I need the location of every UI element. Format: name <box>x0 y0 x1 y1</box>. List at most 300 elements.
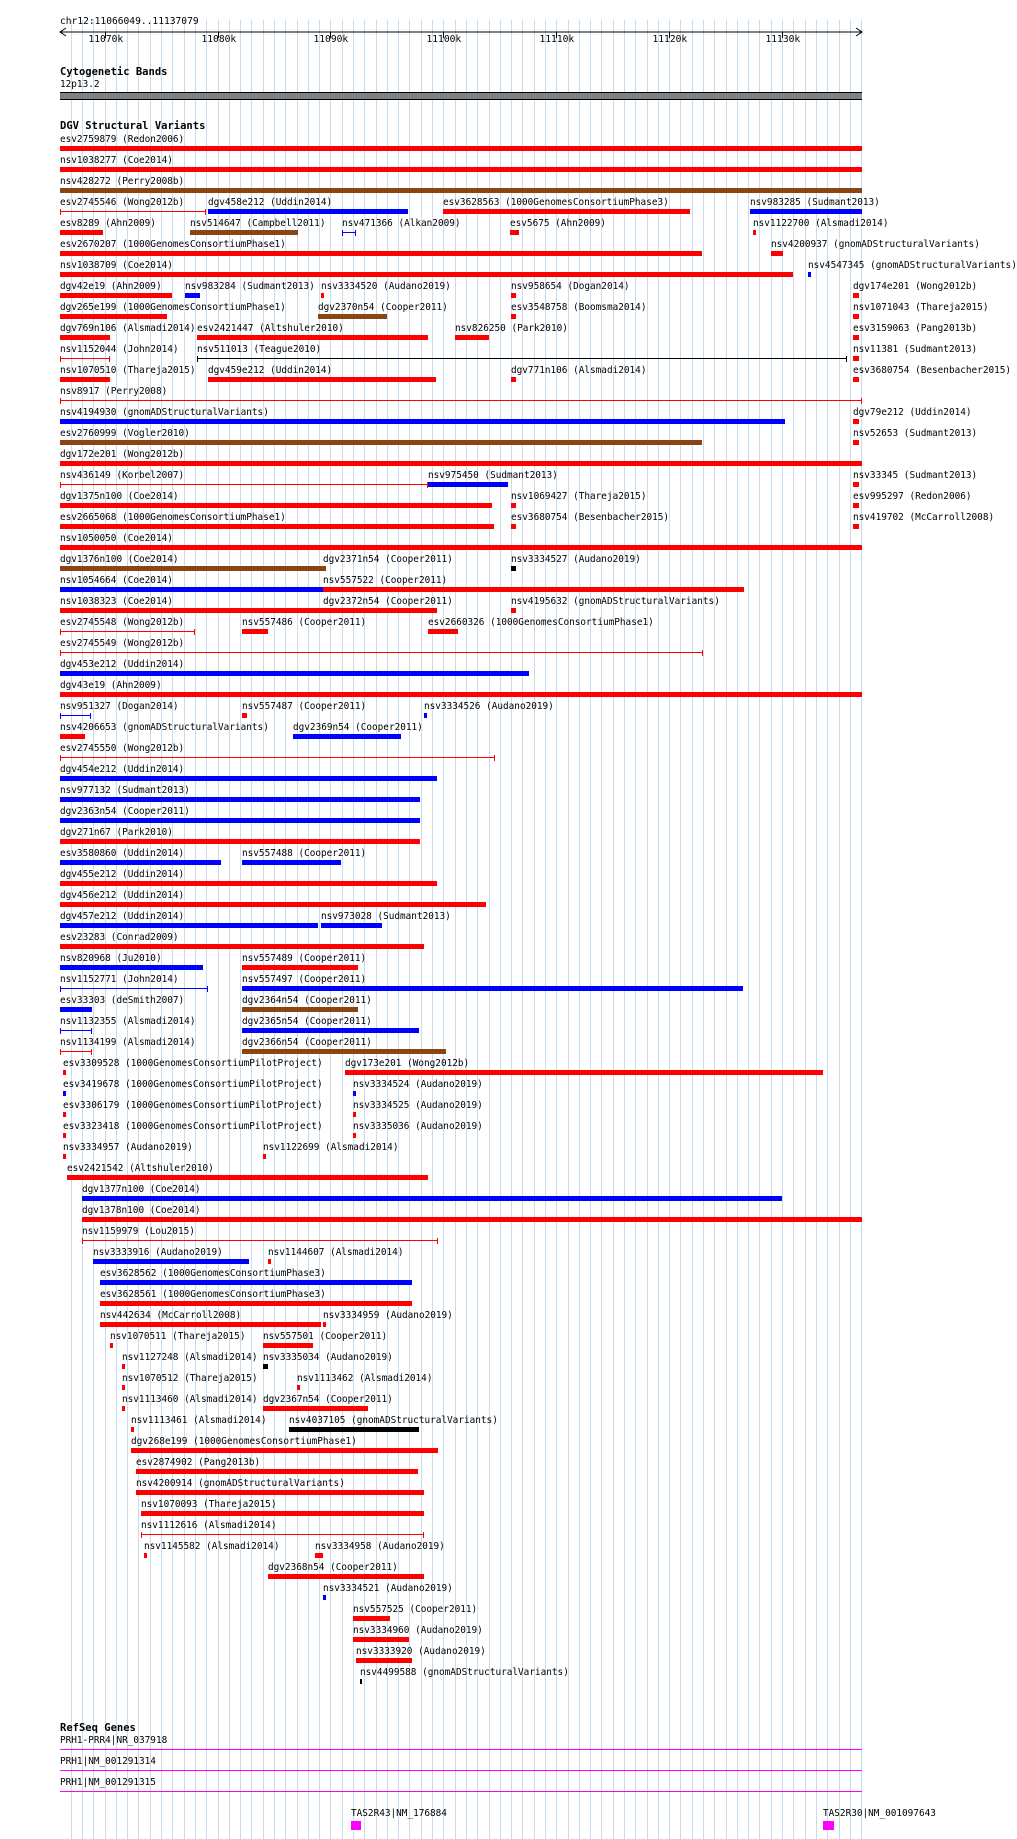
variant-bar[interactable] <box>511 314 516 319</box>
variant-line <box>61 715 90 716</box>
variant-label: dgv271n67 (Park2010) <box>60 827 173 838</box>
variant-bar[interactable] <box>60 629 195 635</box>
variant-bar[interactable] <box>141 1532 424 1538</box>
variant-bar[interactable] <box>323 1595 326 1600</box>
variant-bar[interactable] <box>60 881 437 886</box>
variant-label: nsv1145582 (Alsmadi2014) <box>144 1541 280 1552</box>
variant-bar[interactable] <box>60 713 91 719</box>
variant-bar[interactable] <box>263 1343 313 1348</box>
variant-label: esv2665068 (1000GenomesConsortiumPhase1) <box>60 512 286 523</box>
variant-label: nsv1070093 (Thareja2015) <box>141 1499 277 1510</box>
variant-label: dgv42e19 (Ahn2009) <box>60 281 162 292</box>
transcript-line[interactable] <box>60 1770 862 1771</box>
variant-bar[interactable] <box>110 1343 113 1348</box>
variant-bar[interactable] <box>60 734 85 739</box>
gene-box[interactable] <box>351 1821 361 1830</box>
variant-label: dgv769n106 (Alsmadi2014) <box>60 323 196 334</box>
variant-label: dgv2370n54 (Cooper2011) <box>318 302 448 313</box>
variant-label: nsv826250 (Park2010) <box>455 323 568 334</box>
variant-label: esv2745548 (Wong2012b) <box>60 617 185 628</box>
variant-label: nsv557501 (Cooper2011) <box>263 1331 388 1342</box>
variant-label: dgv454e212 (Uddin2014) <box>60 764 185 775</box>
variant-bar[interactable] <box>82 1238 438 1244</box>
variant-label: dgv172e201 (Wong2012b) <box>60 449 185 460</box>
variant-label: dgv2372n54 (Cooper2011) <box>323 596 453 607</box>
variant-bar[interactable] <box>353 1091 356 1096</box>
variant-label: nsv33345 (Sudmant2013) <box>853 470 978 481</box>
variant-line <box>61 757 494 758</box>
variant-label: esv3306179 (1000GenomesConsortiumPilotProject) <box>63 1100 323 1111</box>
variant-line <box>83 1240 437 1241</box>
variant-line <box>142 1534 423 1535</box>
variant-bar[interactable] <box>242 986 743 991</box>
transcript-label: PRH1|NM_001291314 <box>60 1756 156 1767</box>
variant-bar[interactable] <box>318 314 387 319</box>
ruler-tick-label: 11110k <box>539 34 575 45</box>
variant-bar[interactable] <box>315 1553 323 1558</box>
variant-bar[interactable] <box>60 377 110 382</box>
variant-label: nsv511013 (Teague2010) <box>197 344 322 355</box>
variant-label: nsv1113460 (Alsmadi2014) <box>122 1394 258 1405</box>
variant-line <box>61 484 427 485</box>
variant-bar[interactable] <box>360 1679 362 1684</box>
variant-label: nsv4200937 (gnomADStructuralVariants) <box>771 239 980 250</box>
variant-label: dgv1376n100 (Coe2014) <box>60 554 179 565</box>
variant-label: esv3628563 (1000GenomesConsortiumPhase3) <box>443 197 669 208</box>
variant-label: nsv1152044 (John2014) <box>60 344 179 355</box>
variant-bar[interactable] <box>242 629 268 634</box>
variant-label: nsv3334524 (Audano2019) <box>353 1079 483 1090</box>
variant-bar[interactable] <box>60 839 420 844</box>
variant-label: nsv1038277 (Coe2014) <box>60 155 173 166</box>
variant-bar[interactable] <box>60 356 110 362</box>
ruler-tick-label: 11070k <box>88 34 124 45</box>
variant-label: nsv820968 (Ju2010) <box>60 953 162 964</box>
transcript-label: PRH1-PRR4|NR_037918 <box>60 1735 168 1746</box>
variant-label: nsv1122699 (Alsmadi2014) <box>263 1142 399 1153</box>
variant-label: esv2760999 (Vogler2010) <box>60 428 190 439</box>
variant-label: nsv1071043 (Thareja2015) <box>853 302 989 313</box>
variant-label: nsv1069427 (Thareja2015) <box>511 491 647 502</box>
variant-bar[interactable] <box>511 377 516 382</box>
variant-bar[interactable] <box>60 440 702 445</box>
variant-bar[interactable] <box>197 335 428 340</box>
variant-label: nsv4194930 (gnomADStructuralVariants) <box>60 407 269 418</box>
variant-bar[interactable] <box>60 566 323 571</box>
variant-label: esv2759879 (Redon2006) <box>60 134 185 145</box>
variant-label: esv2745549 (Wong2012b) <box>60 638 185 649</box>
variant-bar[interactable] <box>67 1175 428 1180</box>
variant-bar[interactable] <box>144 1553 147 1558</box>
variant-label: dgv174e201 (Wong2012b) <box>853 281 978 292</box>
variant-label: esv995297 (Redon2006) <box>853 491 972 502</box>
variant-bar[interactable] <box>268 1259 271 1264</box>
variant-line <box>61 400 861 401</box>
variant-bar[interactable] <box>60 482 428 488</box>
variant-label: dgv1378n100 (Coe2014) <box>82 1205 201 1216</box>
variant-bar[interactable] <box>60 419 785 424</box>
variant-label: nsv1113461 (Alsmadi2014) <box>131 1415 267 1426</box>
variant-label: dgv2371n54 (Cooper2011) <box>323 554 453 565</box>
variant-bar[interactable] <box>511 566 516 571</box>
variant-label: nsv1127248 (Alsmadi2014) <box>122 1352 258 1363</box>
variant-label: dgv2367n54 (Cooper2011) <box>263 1394 393 1405</box>
variant-bar[interactable] <box>60 398 862 404</box>
variant-label: esv3309528 (1000GenomesConsortiumPilotProject) <box>63 1058 323 1069</box>
variant-bar[interactable] <box>443 209 690 214</box>
variant-bar[interactable] <box>242 860 341 865</box>
variant-bar[interactable] <box>197 356 847 362</box>
gene-box[interactable] <box>823 1821 834 1830</box>
variant-bar[interactable] <box>853 293 859 298</box>
variant-label: dgv453e212 (Uddin2014) <box>60 659 185 670</box>
variant-label: nsv1070510 (Thareja2015) <box>60 365 196 376</box>
variant-label: esv3628561 (1000GenomesConsortiumPhase3) <box>100 1289 326 1300</box>
variant-label: esv3323418 (1000GenomesConsortiumPilotProject) <box>63 1121 323 1132</box>
variant-label: esv3159063 (Pang2013b) <box>853 323 978 334</box>
variant-bar[interactable] <box>510 230 519 235</box>
variant-bar[interactable] <box>63 1070 66 1075</box>
variant-label: nsv3334526 (Audano2019) <box>424 701 554 712</box>
variant-bar[interactable] <box>808 272 811 277</box>
variant-bar[interactable] <box>136 1469 418 1474</box>
variant-label: nsv1050050 (Coe2014) <box>60 533 173 544</box>
variant-label: nsv1054664 (Coe2014) <box>60 575 173 586</box>
variant-bar[interactable] <box>60 293 172 298</box>
variant-label: nsv8917 (Perry2008) <box>60 386 168 397</box>
variant-bar[interactable] <box>353 1133 356 1138</box>
variant-bar[interactable] <box>263 1406 368 1411</box>
variant-label: nsv3333920 (Audano2019) <box>356 1646 486 1657</box>
variant-label: esv33303 (deSmith2007) <box>60 995 185 1006</box>
variant-label: dgv456e212 (Uddin2014) <box>60 890 185 901</box>
variant-label: dgv43e19 (Ahn2009) <box>60 680 162 691</box>
variant-label: nsv557522 (Cooper2011) <box>323 575 448 586</box>
variant-label: nsv4499588 (gnomADStructuralVariants) <box>360 1667 569 1678</box>
variant-bar[interactable] <box>122 1385 125 1390</box>
variant-label: nsv1113462 (Alsmadi2014) <box>297 1373 433 1384</box>
variant-label: nsv514647 (Campbell2011) <box>190 218 326 229</box>
variant-label: dgv1377n100 (Coe2014) <box>82 1184 201 1195</box>
variant-bar[interactable] <box>60 944 424 949</box>
variant-bar[interactable] <box>60 503 492 508</box>
variant-label: dgv2368n54 (Cooper2011) <box>268 1562 398 1573</box>
ruler-tick-label: 11080k <box>201 34 237 45</box>
variant-bar[interactable] <box>60 1007 92 1012</box>
variant-label: dgv268e199 (1000GenomesConsortiumPhase1) <box>131 1436 357 1447</box>
variant-label: nsv1132355 (Alsmadi2014) <box>60 1016 196 1027</box>
variant-label: nsv1122700 (Alsmadi2014) <box>753 218 889 229</box>
variant-bar[interactable] <box>342 230 356 236</box>
cytoband-bar[interactable] <box>60 92 862 100</box>
variant-label: nsv442634 (McCarroll2008) <box>100 1310 242 1321</box>
variant-label: nsv4547345 (gnomADStructuralVariants) <box>808 260 1017 271</box>
variant-bar[interactable] <box>100 1322 321 1327</box>
variant-label: esv2670207 (1000GenomesConsortiumPhase1) <box>60 239 286 250</box>
variant-bar[interactable] <box>100 1301 412 1306</box>
variant-bar[interactable] <box>323 587 744 592</box>
variant-label: nsv557489 (Cooper2011) <box>242 953 367 964</box>
variant-label: esv2745546 (Wong2012b) <box>60 197 185 208</box>
variant-line <box>61 358 109 359</box>
variant-label: nsv1070512 (Thareja2015) <box>122 1373 258 1384</box>
variant-bar[interactable] <box>131 1427 134 1432</box>
variant-bar[interactable] <box>185 293 200 298</box>
variant-bar[interactable] <box>853 356 859 361</box>
variant-label: nsv3334525 (Audano2019) <box>353 1100 483 1111</box>
variant-label: dgv2366n54 (Cooper2011) <box>242 1037 372 1048</box>
variant-label: dgv173e201 (Wong2012b) <box>345 1058 470 1069</box>
variant-bar[interactable] <box>511 608 516 613</box>
variant-label: dgv771n106 (Alsmadi2014) <box>511 365 647 376</box>
variant-bar[interactable] <box>353 1616 390 1621</box>
variant-label: nsv419702 (McCarroll2008) <box>853 512 995 523</box>
variant-bar[interactable] <box>297 1385 300 1390</box>
variant-bar[interactable] <box>60 587 323 592</box>
variant-label: nsv977132 (Sudmant2013) <box>60 785 190 796</box>
variant-bar[interactable] <box>60 923 318 928</box>
variant-label: nsv4200914 (gnomADStructuralVariants) <box>136 1478 345 1489</box>
variant-label: dgv265e199 (1000GenomesConsortiumPhase1) <box>60 302 286 313</box>
variant-bar[interactable] <box>190 230 298 235</box>
variant-line <box>61 1030 91 1031</box>
variant-bar[interactable] <box>323 1322 326 1327</box>
variant-label: dgv2369n54 (Cooper2011) <box>293 722 423 733</box>
variant-bar[interactable] <box>511 524 516 529</box>
variant-bar[interactable] <box>82 1217 862 1222</box>
variant-label: nsv557486 (Cooper2011) <box>242 617 367 628</box>
variant-label: nsv1070511 (Thareja2015) <box>110 1331 246 1342</box>
variant-label: esv2745550 (Wong2012b) <box>60 743 185 754</box>
variant-bar[interactable] <box>853 503 859 508</box>
variant-label: nsv975450 (Sudmant2013) <box>428 470 558 481</box>
cytoband-title: Cytogenetic Bands <box>60 66 168 78</box>
variant-bar[interactable] <box>136 1490 424 1495</box>
variant-bar[interactable] <box>60 1049 92 1055</box>
variant-label: dgv2364n54 (Cooper2011) <box>242 995 372 1006</box>
variant-bar[interactable] <box>122 1406 125 1411</box>
variant-label: nsv1152771 (John2014) <box>60 974 179 985</box>
variant-label: nsv3334957 (Audano2019) <box>63 1142 193 1153</box>
variant-bar[interactable] <box>60 461 862 466</box>
variant-label: nsv1134199 (Alsmadi2014) <box>60 1037 196 1048</box>
variant-label: esv3548758 (Boomsma2014) <box>511 302 647 313</box>
variant-bar[interactable] <box>131 1448 438 1453</box>
variant-bar[interactable] <box>60 314 167 319</box>
variant-label: esv2660326 (1000GenomesConsortiumPhase1) <box>428 617 654 628</box>
variant-bar[interactable] <box>60 692 862 697</box>
ruler-tick-label: 11100k <box>426 34 462 45</box>
variant-label: esv5675 (Ahn2009) <box>510 218 606 229</box>
ruler-tick-label: 11090k <box>313 34 349 45</box>
variant-line <box>61 631 194 632</box>
variant-bar[interactable] <box>263 1364 268 1369</box>
variant-bar[interactable] <box>242 713 247 718</box>
variant-bar[interactable] <box>208 377 436 382</box>
variant-bar[interactable] <box>242 965 358 970</box>
dgv-track-title: DGV Structural Variants <box>60 120 206 132</box>
variant-label: nsv52653 (Sudmant2013) <box>853 428 978 439</box>
variant-label: nsv983285 (Sudmant2013) <box>750 197 880 208</box>
variant-bar[interactable] <box>60 608 323 613</box>
variant-bar[interactable] <box>242 1028 419 1033</box>
variant-line <box>61 1051 91 1052</box>
variant-bar[interactable] <box>60 167 862 172</box>
variant-label: nsv3334521 (Audano2019) <box>323 1583 453 1594</box>
variant-label: nsv3335036 (Audano2019) <box>353 1121 483 1132</box>
variant-bar[interactable] <box>208 209 408 214</box>
variant-label: dgv1375n100 (Coe2014) <box>60 491 179 502</box>
variant-line <box>61 988 207 989</box>
variant-bar[interactable] <box>63 1112 66 1117</box>
variant-bar[interactable] <box>60 965 203 970</box>
variant-line <box>343 232 355 233</box>
variant-bar[interactable] <box>60 755 495 761</box>
variant-label: nsv983284 (Sudmant2013) <box>185 281 315 292</box>
variant-label: esv2421447 (Altshuler2010) <box>197 323 344 334</box>
variant-bar[interactable] <box>750 209 862 214</box>
variant-bar[interactable] <box>60 335 110 340</box>
variant-bar[interactable] <box>60 1028 92 1034</box>
variant-label: nsv557525 (Cooper2011) <box>353 1604 478 1615</box>
variant-label: nsv973028 (Sudmant2013) <box>321 911 451 922</box>
variant-label: esv8289 (Ahn2009) <box>60 218 156 229</box>
variant-bar[interactable] <box>242 1049 446 1054</box>
transcript-label: PRH1|NM_001291315 <box>60 1777 156 1788</box>
variant-label: esv23283 (Conrad2009) <box>60 932 179 943</box>
variant-bar[interactable] <box>345 1070 823 1075</box>
variant-line <box>61 211 205 212</box>
variant-bar[interactable] <box>511 293 516 298</box>
variant-bar[interactable] <box>853 419 859 424</box>
variant-bar[interactable] <box>82 1196 782 1201</box>
variant-bar[interactable] <box>428 482 508 487</box>
variant-label: nsv1112616 (Alsmadi2014) <box>141 1520 277 1531</box>
variant-bar[interactable] <box>753 230 756 235</box>
variant-bar[interactable] <box>93 1259 249 1264</box>
variant-bar[interactable] <box>455 335 489 340</box>
variant-bar[interactable] <box>63 1133 66 1138</box>
variant-bar[interactable] <box>356 1658 412 1663</box>
ruler-tick-label: 11120k <box>652 34 688 45</box>
variant-bar[interactable] <box>122 1364 125 1369</box>
variant-bar[interactable] <box>60 188 862 193</box>
variant-bar[interactable] <box>853 314 859 319</box>
variant-bar[interactable] <box>321 923 382 928</box>
variant-label: nsv4195632 (gnomADStructuralVariants) <box>511 596 720 607</box>
variant-line <box>61 652 702 653</box>
variant-line <box>198 358 846 359</box>
ruler-tick-label: 11130k <box>765 34 801 45</box>
variant-label: nsv3334959 (Audano2019) <box>323 1310 453 1321</box>
variant-bar[interactable] <box>60 251 702 256</box>
variant-label: dgv457e212 (Uddin2014) <box>60 911 185 922</box>
refseq-track-title: RefSeq Genes <box>60 1722 136 1734</box>
variant-bar[interactable] <box>853 440 859 445</box>
variant-bar[interactable] <box>424 713 427 718</box>
variant-bar[interactable] <box>60 671 529 676</box>
variant-bar[interactable] <box>853 377 859 382</box>
variant-bar[interactable] <box>323 566 326 571</box>
variant-label: nsv1159979 (Lou2015) <box>82 1226 195 1237</box>
variant-bar[interactable] <box>60 230 103 235</box>
variant-bar[interactable] <box>511 503 516 508</box>
variant-bar[interactable] <box>60 545 862 550</box>
variant-label: nsv3335034 (Audano2019) <box>263 1352 393 1363</box>
variant-bar[interactable] <box>321 293 324 298</box>
gene-label: TAS2R30|NM_001097643 <box>823 1808 936 1819</box>
variant-bar[interactable] <box>60 986 208 992</box>
variant-label: nsv4206653 (gnomADStructuralVariants) <box>60 722 269 733</box>
variant-bar[interactable] <box>853 335 859 340</box>
variant-label: nsv3334958 (Audano2019) <box>315 1541 445 1552</box>
variant-bar[interactable] <box>60 146 862 151</box>
variant-bar[interactable] <box>771 251 783 256</box>
variant-label: nsv1038709 (Coe2014) <box>60 260 173 271</box>
variant-label: esv3628562 (1000GenomesConsortiumPhase3) <box>100 1268 326 1279</box>
variant-label: nsv3334520 (Audano2019) <box>321 281 451 292</box>
cytoband-label: 12p13.2 <box>60 79 100 90</box>
variant-bar[interactable] <box>63 1091 66 1096</box>
variant-label: nsv11381 (Sudmant2013) <box>853 344 978 355</box>
variant-label: nsv557487 (Cooper2011) <box>242 701 367 712</box>
variant-bar[interactable] <box>60 776 437 781</box>
variant-bar[interactable] <box>60 209 206 215</box>
variant-bar[interactable] <box>100 1280 412 1285</box>
variant-label: esv2421542 (Altshuler2010) <box>67 1163 214 1174</box>
variant-label: dgv2365n54 (Cooper2011) <box>242 1016 372 1027</box>
variant-bar[interactable] <box>60 524 494 529</box>
variant-label: esv2874902 (Pang2013b) <box>136 1457 261 1468</box>
variant-label: esv3680754 (Besenbacher2015) <box>511 512 670 523</box>
transcript-line[interactable] <box>60 1749 862 1750</box>
variant-label: nsv4037105 (gnomADStructuralVariants) <box>289 1415 498 1426</box>
variant-bar[interactable] <box>853 482 859 487</box>
variant-label: nsv3334960 (Audano2019) <box>353 1625 483 1636</box>
variant-bar[interactable] <box>428 629 458 634</box>
variant-label: nsv3334527 (Audano2019) <box>511 554 641 565</box>
variant-bar[interactable] <box>263 1154 266 1159</box>
variant-bar[interactable] <box>60 650 703 656</box>
variant-bar[interactable] <box>60 797 420 802</box>
variant-label: nsv557497 (Cooper2011) <box>242 974 367 985</box>
gene-label: TAS2R43|NM_176884 <box>351 1808 447 1819</box>
variant-bar[interactable] <box>60 860 221 865</box>
variant-label: nsv428272 (Perry2008b) <box>60 176 185 187</box>
variant-bar[interactable] <box>60 272 793 277</box>
variant-label: dgv2363n54 (Cooper2011) <box>60 806 190 817</box>
variant-bar[interactable] <box>353 1112 356 1117</box>
variant-bar[interactable] <box>60 818 420 823</box>
variant-bar[interactable] <box>323 608 437 613</box>
variant-label: dgv79e212 (Uddin2014) <box>853 407 972 418</box>
variant-bar[interactable] <box>63 1154 66 1159</box>
variant-bar[interactable] <box>242 1007 358 1012</box>
variant-label: nsv1038323 (Coe2014) <box>60 596 173 607</box>
variant-bar[interactable] <box>853 524 859 529</box>
variant-bar[interactable] <box>268 1574 424 1579</box>
transcript-line[interactable] <box>60 1791 862 1792</box>
variant-bar[interactable] <box>60 902 486 907</box>
variant-bar[interactable] <box>293 734 401 739</box>
variant-bar[interactable] <box>353 1637 409 1642</box>
variant-bar[interactable] <box>289 1427 419 1432</box>
coordinate-label: chr12:11066049..11137079 <box>60 16 199 27</box>
variant-label: dgv458e212 (Uddin2014) <box>208 197 333 208</box>
variant-bar[interactable] <box>141 1511 424 1516</box>
variant-label: dgv459e212 (Uddin2014) <box>208 365 333 376</box>
variant-label: nsv436149 (Korbel2007) <box>60 470 185 481</box>
